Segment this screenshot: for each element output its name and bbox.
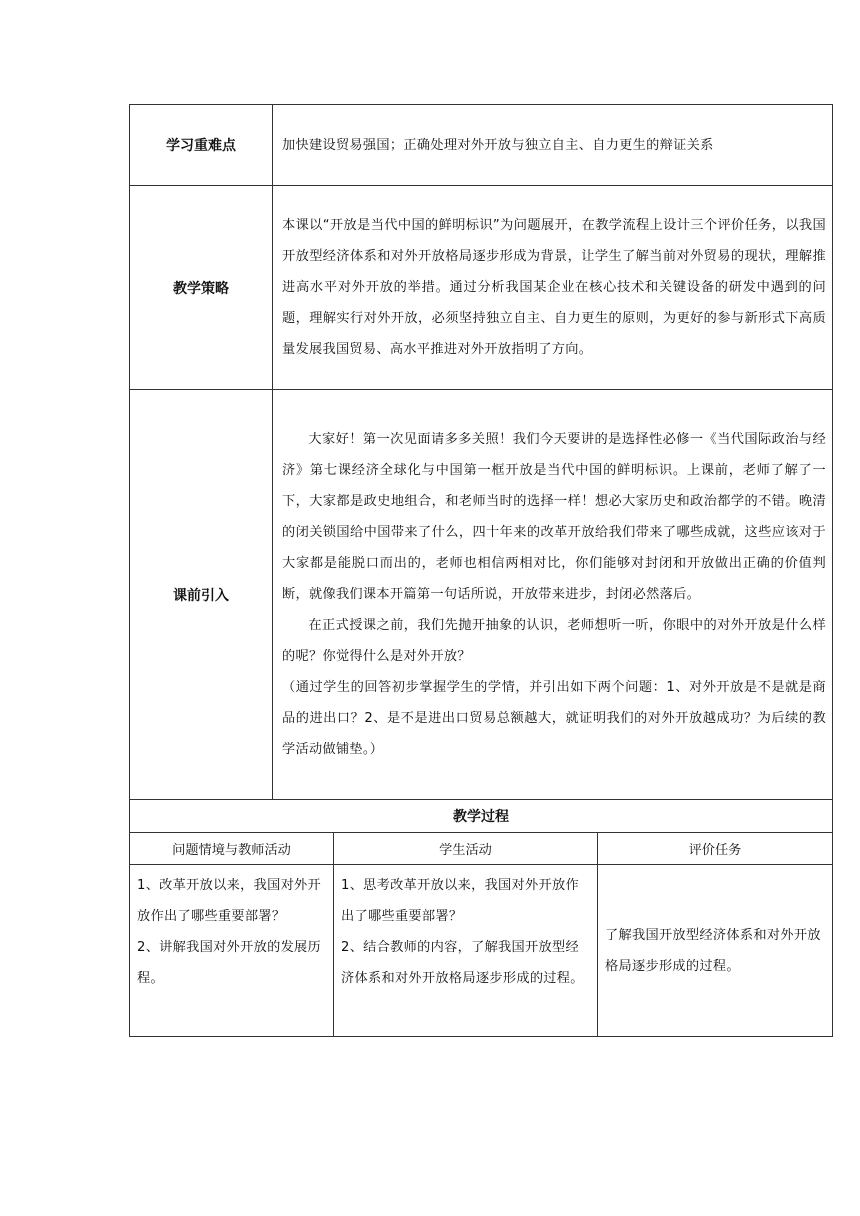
teacher-activity-item: 2、讲解我国对外开放的发展历程。 (137, 940, 322, 986)
strategy-text (273, 186, 833, 390)
intro-paragraph-3: （通过学生的回答初步掌握学生的学情，并引出如下两个问题：1、对外开放是不是就是商品的进出口？2、是不是进出口贸易总额越大，就证明我们的对外开放越成功？为后续的教学活动做铺垫。） (282, 680, 826, 757)
process-title: 教学过程 (130, 800, 833, 833)
strategy-label: 教学策略 (130, 186, 273, 390)
evaluation-task-text: 了解我国开放型经济体系和对外开放格局逐步形成的过程。 (605, 927, 821, 974)
key-points-label: 学习重难点 (130, 105, 273, 186)
intro-paragraph-2: 在正式授课之前，我们先抛开抽象的认识，老师想听一听，你眼中的对外开放是什么样的呢？你觉得什么是对外开放？ (282, 618, 826, 664)
lesson-plan-table (129, 104, 832, 1037)
strategy-paragraph: 本课以“开放是当代中国的鲜明标识”为问题展开，在教学流程上设计三个评价任务，以我国开放型经济体系和对外开放格局逐步形成为背景，让学生了解当前对外贸易的现状，理解推进高水平对外开放的举措。通过分析我国某企业在核心技术和关键设备的研发中遇到的问题，理解实行对外开放，必须坚持独立自主、自力更生的原则，为更好的参与新形式下高质量发展我国贸易、高水平推进对外开放指明了方向。 (282, 218, 826, 357)
process-row-1 (130, 865, 833, 1037)
column-header-evaluation: 评价任务 (598, 833, 833, 865)
teacher-activity-item: 1、改革开放以来，我国对外开放作出了哪些重要部署？ (137, 878, 322, 924)
top-table (129, 104, 833, 800)
process-column-header-row (130, 833, 833, 865)
student-activity-cell (334, 865, 598, 1037)
strategy-row (130, 186, 833, 390)
key-points-text: 加快建设贸易强国；正确处理对外开放与独立自主、自力更生的辩证关系 (273, 105, 833, 186)
student-activity-item: 2、结合教师的内容，了解我国开放型经济体系和对外开放格局逐步形成的过程。 (341, 940, 584, 986)
evaluation-task-cell (598, 865, 833, 1037)
intro-label: 课前引入 (130, 390, 273, 800)
intro-row (130, 390, 833, 800)
process-table (129, 799, 833, 1037)
key-points-row (130, 105, 833, 186)
process-title-row (130, 800, 833, 833)
intro-paragraph-1: 大家好！第一次见面请多多关照！我们今天要讲的是选择性必修一《当代国际政治与经济》第七课经济全球化与中国第一框开放是当代中国的鲜明标识。上课前，老师了解了一下，大家都是政史地组合，和老师当时的选择一样！想必大家历史和政治都学的不错。晚清的闭关锁国给中国带来了什么，四十年来的改革开放给我们带来了哪些成就，这些应该对于大家都是能脱口而出的，老师也相信两相对比，你们能够对封闭和开放做出正确的价值判断，就像我们课本开篇第一句话所说，开放带来进步，封闭必然落后。 (282, 432, 826, 602)
column-header-teacher: 问题情境与教师活动 (130, 833, 334, 865)
intro-text (273, 390, 833, 800)
column-header-student: 学生活动 (334, 833, 598, 865)
teacher-activity-cell (130, 865, 334, 1037)
student-activity-item: 1、思考改革开放以来，我国对外开放作出了哪些重要部署？ (341, 878, 579, 924)
